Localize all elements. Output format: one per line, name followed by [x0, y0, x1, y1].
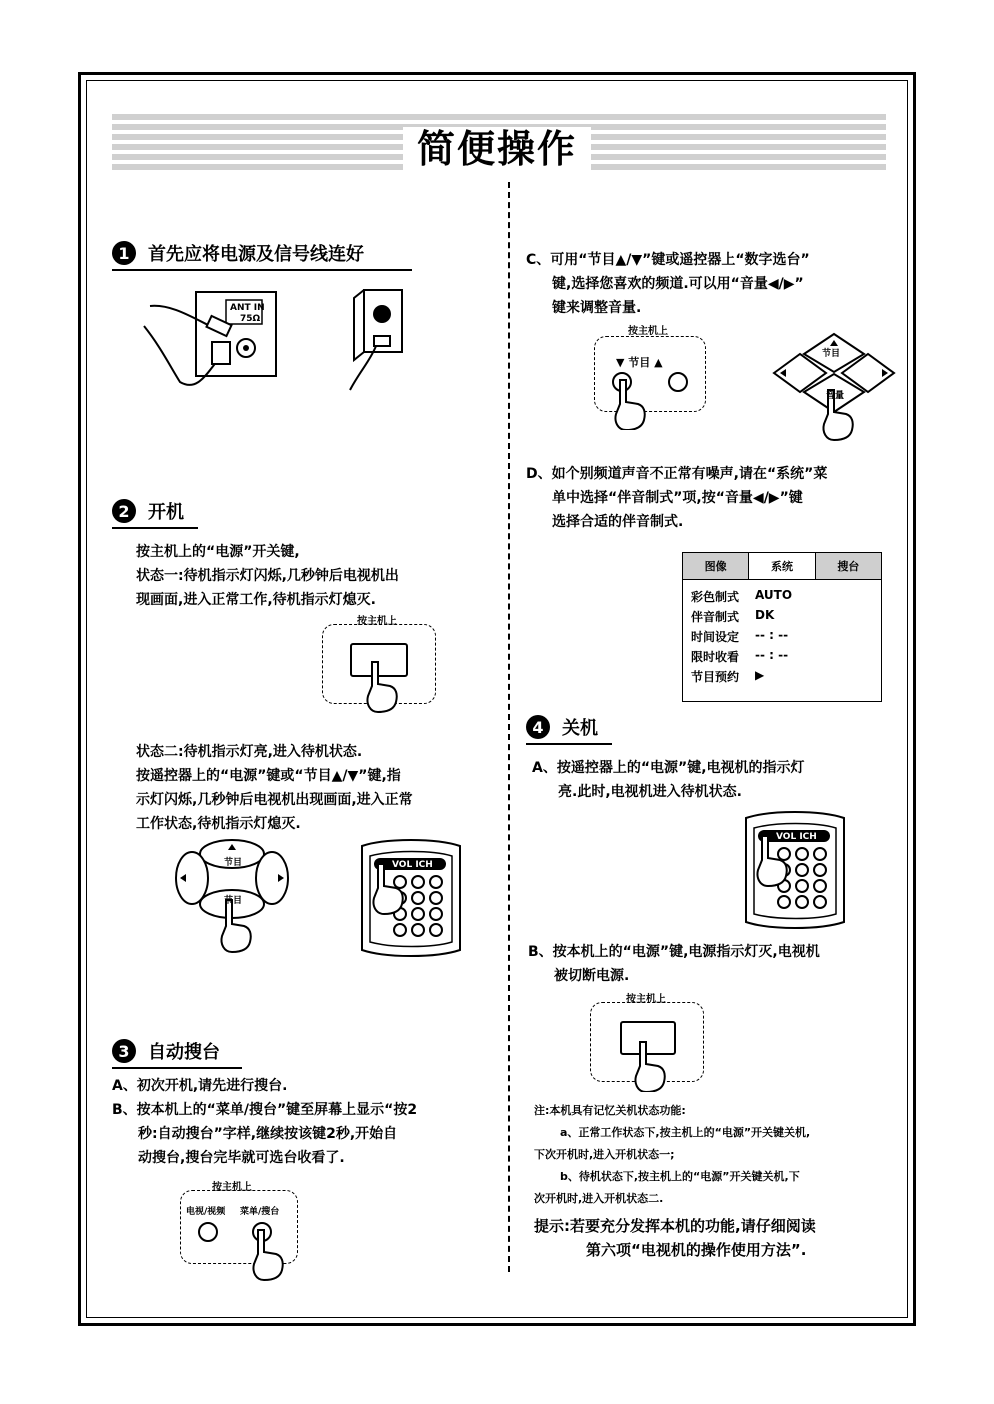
section-4a-text [532, 756, 902, 804]
note-line-3: 下次开机时,进入开机状态一; [534, 1148, 675, 1161]
tip-line-1: 提示:若要充分发挥本机的功能,请仔细阅读 [534, 1217, 816, 1235]
section-4-heading [526, 714, 612, 745]
menu-row: 时间设定 -- : -- [691, 628, 789, 644]
section-3-heading [112, 1038, 242, 1069]
c-line-3: 键来调整音量. [552, 300, 642, 316]
menu-row: 节目预约 ▶ [691, 668, 765, 684]
menu-tab-picture: 图像 [683, 553, 749, 579]
on-main-caption-1: 按主机上 [357, 616, 397, 627]
d-line-3: 选择合适的伴音制式. [552, 514, 684, 530]
s2-line-1: 按主机上的“电源”开关键, [136, 544, 300, 560]
s2-line-3: 现画面,进入正常工作,待机指示灯熄灭. [136, 592, 376, 608]
s3-line-b3: 动搜台,搜台完毕就可选台收看了. [138, 1150, 345, 1166]
menu-tab-search: 搜台 [815, 553, 881, 579]
pointing-hand-icon-4 [630, 1040, 670, 1092]
vol-ch-label-left: VOL ICH [392, 860, 433, 870]
section-2-number: 2 [112, 499, 136, 523]
menu-search-label: 菜单/搜台 [240, 1207, 280, 1217]
section-d-text [526, 462, 906, 534]
d-line-2: 单中选择“伴音制式”项,按“音量◀/▶”键 [552, 490, 803, 506]
column-divider [508, 182, 510, 1272]
vol-ch-label-right: VOL ICH [776, 832, 817, 842]
note-line-2: a、正常工作状态下,按主机上的“电源”开关键关机, [560, 1126, 811, 1139]
section-2-title: 开机 [148, 502, 184, 523]
tip-text [534, 1214, 908, 1262]
on-main-caption-c: 按主机上 [628, 326, 668, 337]
system-menu [682, 552, 882, 702]
s4-line-a1: A、按遥控器上的“电源”键,电视机的指示灯 [532, 760, 805, 776]
memory-note [534, 1100, 904, 1210]
section-4-number: 4 [526, 715, 550, 739]
ohm-label: 75Ω [240, 314, 261, 324]
pointing-hand-icon-3 [250, 1228, 290, 1284]
antenna-connection-illustration [140, 286, 290, 396]
section-c-text [526, 248, 896, 320]
program-label-right: 节目 [822, 349, 841, 359]
note-line-5: 次开机时,进入开机状态二. [534, 1192, 664, 1205]
on-main-caption-4: 按主机上 [626, 994, 666, 1005]
s3-line-a: A、初次开机,请先进行搜台. [112, 1078, 288, 1094]
tv-av-label: 电视/视频 [186, 1207, 226, 1217]
remote-keypad-right [740, 810, 850, 934]
s2-line-2: 状态一:待机指示灯闪烁,几秒钟后电视机出 [136, 568, 399, 584]
program-label-up: 节目 [224, 858, 243, 868]
s4-line-a2: 亮.此时,电视机进入待机状态. [558, 784, 742, 800]
remote-keypad-left [356, 838, 466, 962]
power-socket-illustration [340, 286, 410, 396]
note-line-4: b、待机状态下,按主机上的“电源”开关键关机,下 [560, 1170, 800, 1183]
pointing-hand-icon-c [612, 378, 652, 430]
s2-state2-line-2: 按遥控器上的“电源”键或“节目▲/▼”键,指 [136, 768, 401, 784]
section-2-state1-text [136, 540, 496, 612]
menu-tab-system: 系统 [770, 560, 793, 573]
pointing-hand-icon [362, 660, 402, 714]
s2-state2-line-1: 状态二:待机指示灯亮,进入待机状态. [136, 744, 363, 760]
section-2-state2-text [136, 740, 496, 836]
s3-line-b2: 秒:自动搜台”字样,继续按该键2秒,开始自 [138, 1126, 398, 1142]
section-4b-text [528, 940, 904, 988]
ant-in-label: ANT IN [230, 303, 265, 313]
s3-line-b1: B、按本机上的“菜单/搜台”键至屏幕上显示“按2 [112, 1102, 418, 1118]
s4-line-b2: 被切断电源. [554, 968, 630, 984]
s4-line-b1: B、按本机上的“电源”键,电源指示灯灭,电视机 [528, 944, 820, 960]
menu-row: 彩色制式 AUTO [691, 588, 793, 604]
section-1-heading [112, 240, 412, 271]
c-line-2: 键,选择您喜欢的频道.可以用“音量◀/▶” [552, 276, 804, 292]
on-main-caption-3: 按主机上 [212, 1182, 252, 1193]
page-title: 简便操作 [0, 118, 994, 173]
s2-state2-line-3: 示灯闪烁,几秒钟后电视机出现画面,进入正常 [136, 792, 413, 808]
section-3-title: 自动搜台 [148, 1042, 220, 1063]
section-3-text [112, 1074, 502, 1170]
section-4-title: 关机 [562, 718, 598, 739]
program-up-button [668, 372, 688, 392]
section-2-heading [112, 498, 198, 529]
section-1-number: 1 [112, 241, 136, 265]
program-down-label: ▼ 节目 ▲ [616, 356, 663, 369]
tip-line-2: 第六项“电视机的操作使用方法”. [586, 1241, 807, 1259]
c-line-1: C、可用“节目▲/▼”键或遥控器上“数字选台” [526, 252, 810, 268]
note-line-1: 注:本机具有记忆关机状态功能: [534, 1104, 686, 1117]
menu-row: 限时收看 -- : -- [691, 648, 789, 664]
tv-av-button [198, 1222, 218, 1242]
menu-row: 伴音制式 DK [691, 608, 775, 624]
program-label-down: 节目 [224, 896, 243, 906]
section-1-title: 首先应将电源及信号线连好 [148, 244, 364, 265]
s2-state2-line-4: 工作状态,待机指示灯熄灭. [136, 816, 301, 832]
section-3-number: 3 [112, 1039, 136, 1063]
menu-tabs [683, 553, 881, 580]
volume-label-right: 音量 [826, 391, 845, 401]
d-line-1: D、如个别频道声音不正常有噪声,请在“系统”菜 [526, 466, 828, 482]
